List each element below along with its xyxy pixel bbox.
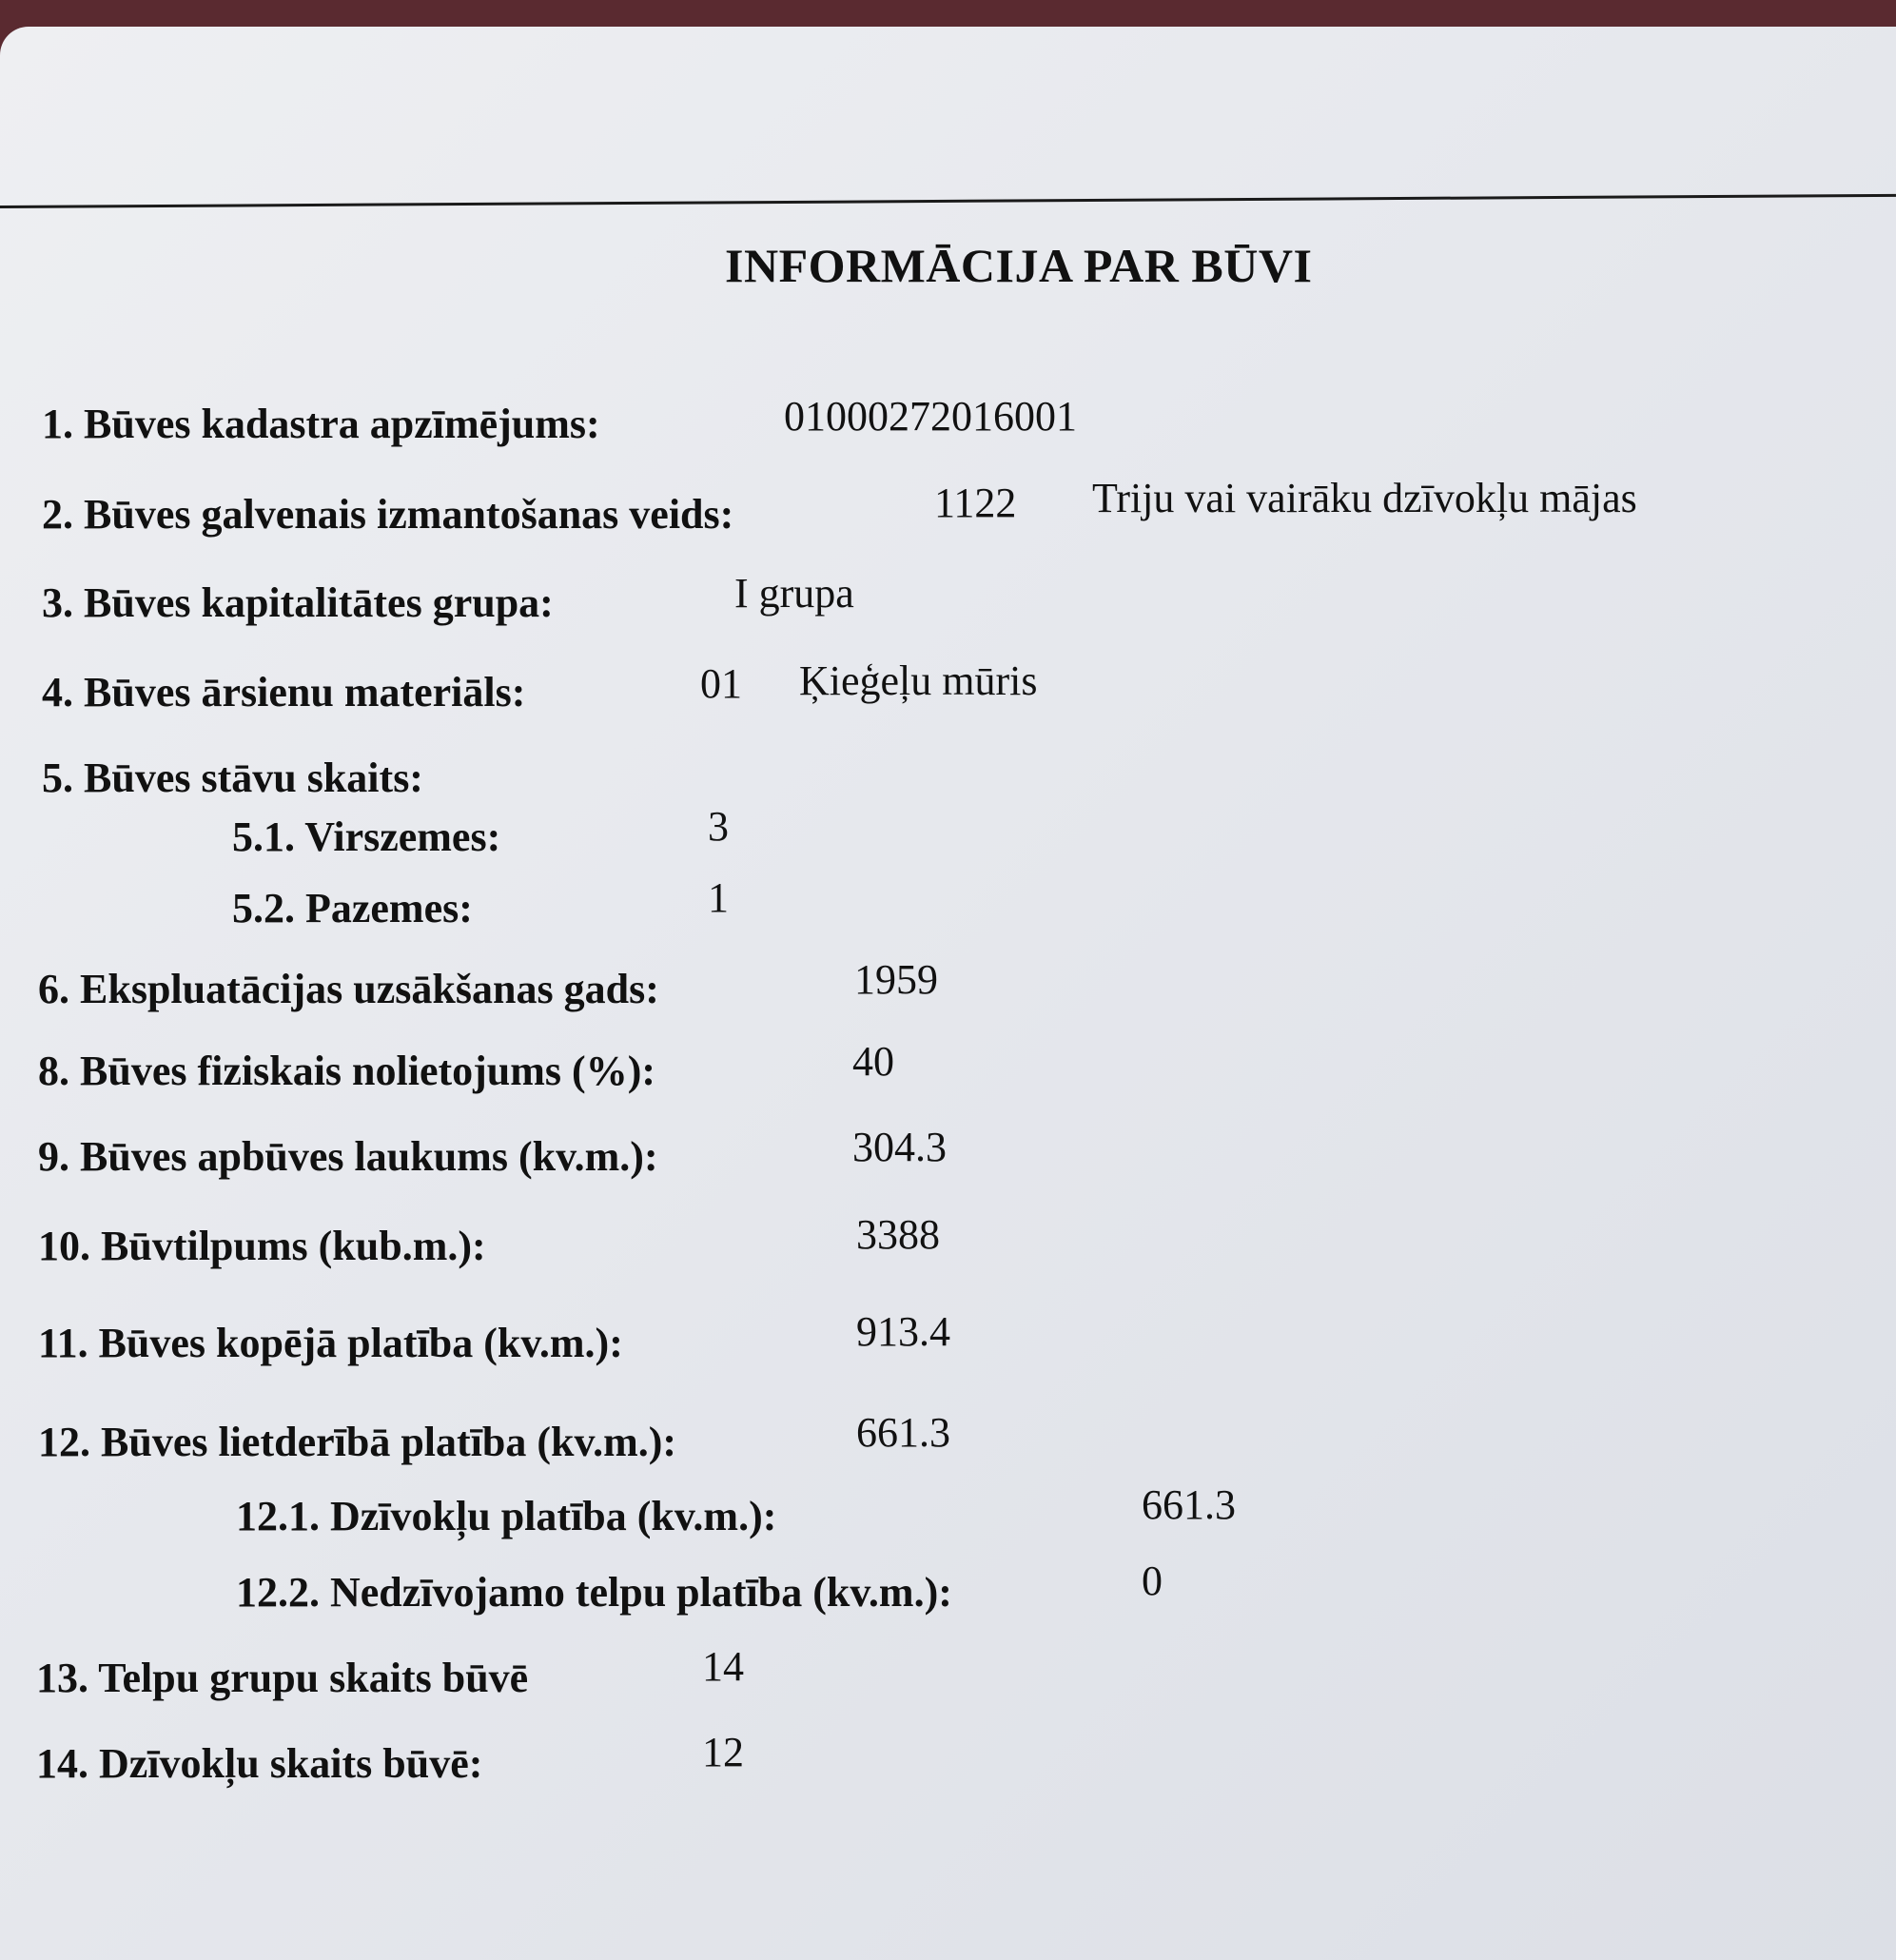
row-8-label: 8. Būves fiziskais nolietojums (%):	[38, 1048, 655, 1094]
row-9-value: 304.3	[852, 1124, 947, 1170]
row-12-2-value: 0	[1142, 1558, 1163, 1604]
row-1-label: 1. Būves kadastra apzīmējums:	[42, 401, 600, 447]
header-rule	[0, 194, 1896, 208]
row-13-value: 14	[702, 1643, 744, 1690]
row-5-2-label: 5.2. Pazemes:	[232, 885, 473, 931]
document-title: INFORMĀCIJA PAR BŪVI	[725, 239, 1313, 292]
row-8-value: 40	[852, 1038, 894, 1085]
row-14-value: 12	[702, 1729, 744, 1775]
row-9-label: 9. Būves apbūves laukums (kv.m.):	[38, 1133, 658, 1180]
row-1-value: 01000272016001	[784, 393, 1077, 440]
row-6-label: 6. Ekspluatācijas uzsākšanas gads:	[38, 966, 659, 1012]
row-2-label: 2. Būves galvenais izmantošanas veids:	[42, 491, 734, 538]
row-6-value: 1959	[854, 956, 938, 1003]
row-3-value: I grupa	[734, 570, 854, 617]
row-10-label: 10. Būvtilpums (kub.m.):	[38, 1223, 486, 1269]
row-2-code: 1122	[934, 480, 1017, 526]
row-4-value: Ķieģeļu mūris	[799, 657, 1038, 704]
row-12-2-label: 12.2. Nedzīvojamo telpu platība (kv.m.):	[236, 1569, 952, 1616]
row-2-value: Triju vai vairāku dzīvokļu mājas	[1092, 475, 1637, 521]
row-12-value: 661.3	[856, 1409, 950, 1456]
row-11-value: 913.4	[856, 1308, 950, 1355]
row-12-1-value: 661.3	[1142, 1481, 1236, 1528]
row-11-label: 11. Būves kopējā platība (kv.m.):	[38, 1320, 623, 1366]
row-14-label: 14. Dzīvokļu skaits būvē:	[36, 1740, 483, 1787]
row-12-1-label: 12.1. Dzīvokļu platība (kv.m.):	[236, 1493, 777, 1539]
row-12-label: 12. Būves lietderībā platība (kv.m.):	[38, 1419, 677, 1465]
row-10-value: 3388	[856, 1211, 940, 1258]
row-13-label: 13. Telpu grupu skaits būvē	[36, 1655, 529, 1701]
row-4-code: 01	[700, 660, 742, 707]
row-5-2-value: 1	[708, 874, 729, 921]
row-4-label: 4. Būves ārsienu materiāls:	[42, 669, 526, 715]
row-5-1-label: 5.1. Virszemes:	[232, 813, 501, 860]
document-page	[0, 27, 1896, 1960]
row-3-label: 3. Būves kapitalitātes grupa:	[42, 579, 554, 626]
row-5-1-value: 3	[708, 803, 729, 850]
row-5-label: 5. Būves stāvu skaits:	[42, 755, 423, 801]
